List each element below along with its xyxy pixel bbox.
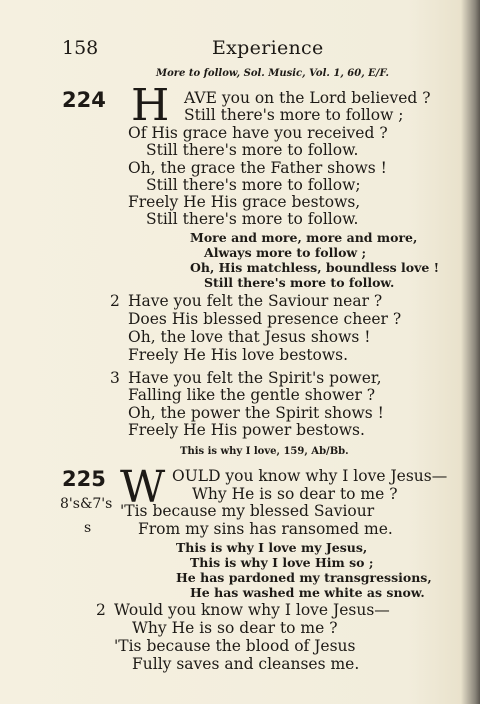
chorus-line: This is why I love my Jesus, bbox=[176, 540, 368, 555]
verse-line: Fully saves and cleanses me. bbox=[132, 655, 360, 673]
verse-line: Have you felt the Saviour near ? bbox=[128, 292, 383, 310]
meter-label-continued: s bbox=[84, 520, 92, 536]
verse-line: OULD you know why I love Jesus— bbox=[172, 467, 448, 485]
hymn-number: 224 bbox=[62, 88, 106, 112]
verse-line: From my sins has ransomed me. bbox=[138, 520, 393, 538]
verse-line: Still there's more to follow. bbox=[146, 210, 359, 228]
verse-line: Why He is so dear to me ? bbox=[132, 619, 338, 637]
verse-line: Freely He His love bestows. bbox=[128, 346, 349, 364]
verse-line: Have you felt the Spirit's power, bbox=[128, 369, 382, 387]
verse-line: Freely He His grace bestows, bbox=[128, 193, 361, 211]
verse-line: Still there's more to follow; bbox=[146, 176, 361, 194]
verse-line: Of His grace have you received ? bbox=[128, 124, 388, 142]
verse-line: AVE you on the Lord believed ? bbox=[184, 89, 431, 107]
chorus-line: This is why I love Him so ; bbox=[190, 555, 374, 570]
chorus-line: He has washed me white as snow. bbox=[190, 585, 425, 600]
page-number: 158 bbox=[62, 37, 99, 59]
hymn-number: 225 bbox=[62, 467, 106, 491]
chorus-line: He has pardoned my transgressions, bbox=[176, 570, 432, 585]
verse-line: Would you know why I love Jesus— bbox=[114, 601, 390, 619]
verse-line: Falling like the gentle shower ? bbox=[128, 386, 376, 404]
verse-line: Oh, the grace the Father shows ! bbox=[128, 159, 387, 177]
drop-cap: W bbox=[120, 462, 166, 513]
chorus-line: Still there's more to follow. bbox=[204, 275, 395, 290]
verse-line: Oh, the love that Jesus shows ! bbox=[128, 328, 371, 346]
chorus-line: Oh, His matchless, boundless love ! bbox=[190, 260, 440, 275]
section-title: Experience bbox=[212, 37, 324, 59]
verse-line: Freely He His power bestows. bbox=[128, 421, 365, 439]
verse-line: Why He is so dear to me ? bbox=[192, 485, 398, 503]
meter-label: 8's&7's bbox=[60, 496, 113, 512]
tune-reference: This is why I love, 159, Ab/Bb. bbox=[180, 446, 349, 457]
verse-line: Oh, the power the Spirit shows ! bbox=[128, 404, 384, 422]
chorus-line: Always more to follow ; bbox=[204, 245, 367, 260]
verse-number: 3 bbox=[110, 369, 120, 387]
tune-reference: More to follow, Sol. Music, Vol. 1, 60, E/F. bbox=[156, 68, 390, 79]
verse-number: 2 bbox=[110, 292, 120, 310]
verse-number: 2 bbox=[96, 601, 106, 619]
verse-line: 'Tis because the blood of Jesus bbox=[114, 637, 356, 655]
chorus-line: More and more, more and more, bbox=[190, 230, 418, 245]
verse-line: Does His blessed presence cheer ? bbox=[128, 310, 402, 328]
verse-line: 'Tis because my blessed Saviour bbox=[120, 502, 375, 520]
verse-line: Still there's more to follow ; bbox=[184, 106, 404, 124]
drop-cap: H bbox=[131, 80, 170, 131]
verse-line: Still there's more to follow. bbox=[146, 141, 359, 159]
